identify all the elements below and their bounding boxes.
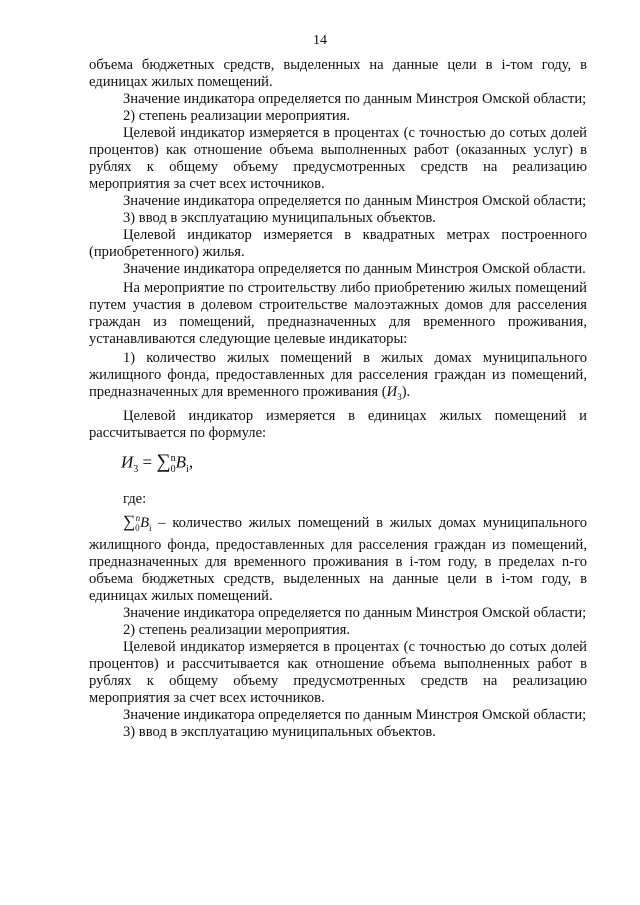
sum-symbol: ∑ (156, 450, 171, 473)
list-item: 3) ввод в эксплуатацию муниципальных объектов. (123, 210, 436, 226)
paragraph: Целевой индикатор измеряется в процентах (с точностью до сотых долей процентов) как отношение объема выполненных работ (оказанных услуг) в рублях к общему объему предусмотренных средств на реализацию мероприятия за счет всех источников. (89, 125, 587, 192)
paragraph: Целевой индикатор измеряется в единицах жилых помещений и рассчитывается по формуле: (89, 407, 587, 441)
where-label: где: (123, 490, 147, 507)
indicator-symbol: $И_3$ (386, 384, 402, 402)
list-item: 2) степень реализации мероприятия. (123, 108, 350, 124)
list-item: 1) количество жилых помещений в жилых домах муниципального жилищного фонда, предоставленных для расселения граждан из помещений, предназначенных для временного проживания $(И_3)$. (89, 350, 587, 402)
paragraph: Целевой индикатор измеряется в процентах (с точностью до сотых долей процентов) и рассчитывается как отношение объема выполненных работ в рублях к общему объему предусмотренных средств на реализацию мероприятия за счет всех источников. (89, 638, 587, 706)
paragraph: объема бюджетных средств, выделенных на данные цели в i-том году, в единицах жилых помещений. (89, 57, 587, 90)
sum-expression: $\sum_0^nB_i$ (123, 511, 152, 533)
paragraph: Целевой индикатор измеряется в квадратных метрах построенного (приобретенного) жилья. (89, 227, 587, 260)
paragraph: Значение индикатора определяется по данным Минстроя Омской области; (123, 706, 587, 723)
list-item: 2) степень реализации мероприятия. (123, 621, 350, 638)
formula-lhs: И (121, 452, 134, 472)
paragraph: Значение индикатора определяется по данным Минстроя Омской области; (123, 604, 587, 621)
paragraph: Значение индикатора определяется по данным Минстроя Омской области. (123, 261, 586, 277)
list-item: 3) ввод в эксплуатацию муниципальных объектов. (123, 723, 436, 740)
paragraph: $\sum_0^nB_i$ – количество жилых помещений в жилых домах муниципального жилищного фонда, предоставленных для расселения граждан из помещений, предназначенных для временного проживания в i-том году, в пределах n-го объема бюджетных средств, выделенных на данные цели в i-том году, в единицах жилых помещений. (89, 511, 587, 604)
paragraph: На мероприятие по строительству либо приобретению жилых помещений путем участия в долевом строительстве малоэтажных домов для расселения граждан из помещений, предназначенных для временного проживания, устанавливаются следующие целевые индикаторы: (89, 280, 587, 347)
paragraph: Значение индикатора определяется по данным Минстроя Омской области; (123, 193, 587, 209)
paragraph: Значение индикатора определяется по данным Минстроя Омской области; (123, 91, 587, 107)
document-body (89, 57, 587, 741)
page-number: 14 (313, 33, 327, 48)
formula: $И_3 = \sum_0^nB_i$, (121, 450, 194, 475)
list-item-text: 1) количество жилых помещений в жилых домах муниципального жилищного фонда, предоставленных для расселения граждан из помещений, предназначенных для временного проживания ( (89, 350, 587, 400)
